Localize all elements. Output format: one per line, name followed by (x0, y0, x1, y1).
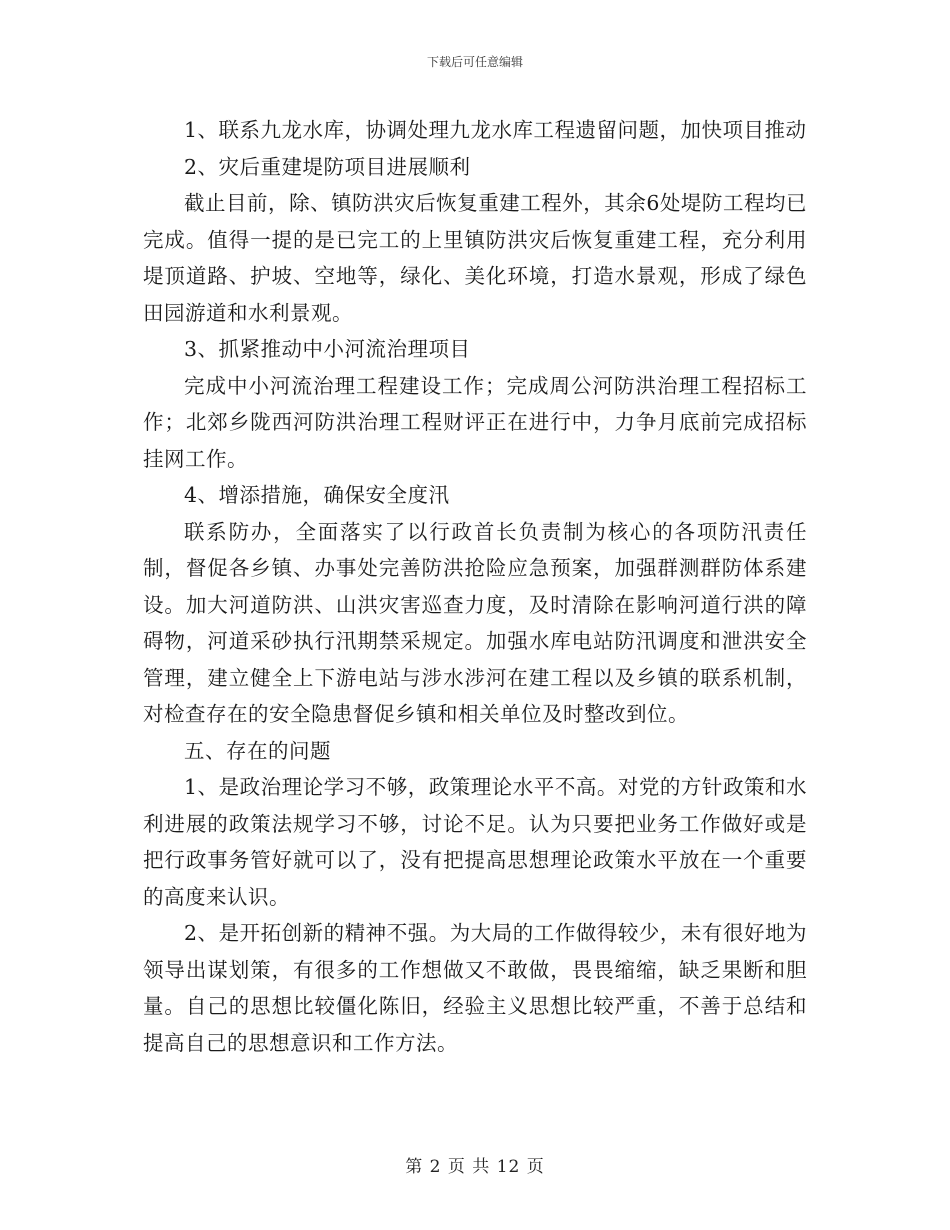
document-body (143, 112, 807, 1061)
paragraph-10: 2、是开拓创新的精神不强。为大局的工作做得较少，未有很好地为领导出谋划策，有很多的工作想做又不敢做，畏畏缩缩，缺乏果断和胆量。自己的思想比较僵化陈旧，经验主义思想比较严重，不善于总结和提高自己的思想意识和工作方法。 (143, 921, 807, 1055)
paragraph-5: 完成中小河流治理工程建设工作；完成周公河防洪治理工程招标工作；北郊乡陇西河防洪治理工程财评正在进行中，力争月底前完成招标挂网工作。 (143, 373, 807, 471)
paragraph-4: 3、抓紧推动中小河流治理项目 (184, 337, 471, 361)
paragraph-6: 4、增添措施，确保安全度汛 (184, 483, 450, 507)
paragraph-7: 联系防办，全面落实了以行政首长负责制为核心的各项防汛责任制，督促各乡镇、办事处完善防洪抢险应急预案，加强群测群防体系建设。加大河道防洪、山洪灾害巡查力度，及时清除在影响河道行洪的障碍物，河道采砂执行汛期禁采规定。加强水库电站防汛调度和泄洪安全管理，建立健全上下游电站与涉水涉河在建工程以及乡镇的联系机制，对检查存在的安全隐患督促乡镇和相关单位及时整改到位。 (143, 519, 807, 726)
paragraph-2: 2、灾后重建堤防项目进展顺利 (184, 154, 471, 179)
page-footer: 第 2 页 共 12 页 (405, 1157, 545, 1177)
paragraph-3: 截止目前，除、镇防洪灾后恢复重建工程外，其余6处堤防工程均已完成。值得一提的是已完工的上里镇防洪灾后恢复重建工程，充分利用堤顶道路、护坡、空地等，绿化、美化环境，打造水景观，形成了绿色田园游道和水利景观。 (143, 191, 807, 325)
paragraph-9: 1、是政治理论学习不够，政策理论水平不高。对党的方针政策和水利进展的政策法规学习不够，讨论不足。认为只要把业务工作做好或是把行政事务管好就可以了，没有把提高思想理论政策水平放在一个重要的高度来认识。 (143, 775, 807, 909)
paragraph-8: 五、存在的问题 (184, 738, 331, 763)
paragraph-1: 1、联系九龙水库，协调处理九龙水库工程遗留问题，加快项目推动 (184, 118, 807, 142)
page-header: 下载后可任意编辑 (426, 55, 523, 69)
